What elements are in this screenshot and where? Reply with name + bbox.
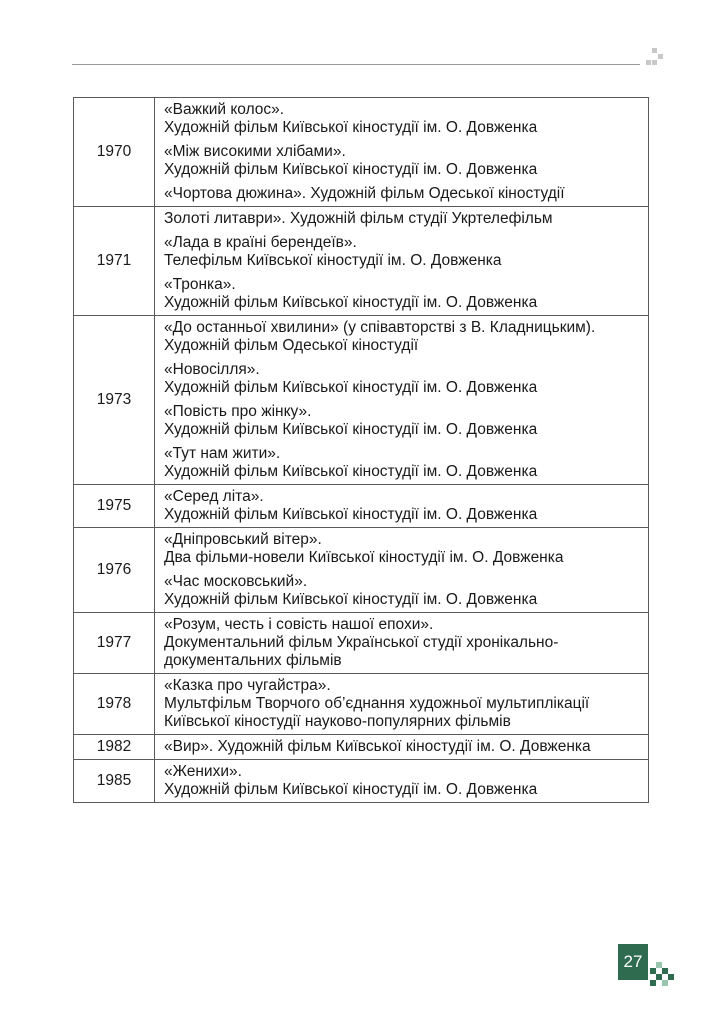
- table-row: [74, 98, 649, 207]
- film-entry: [164, 738, 640, 756]
- film-title: «Час московський».: [164, 573, 308, 590]
- films-cell: [155, 613, 649, 674]
- film-description: Художній фільм Київської кіностудії ім. О. Довженка: [164, 421, 538, 438]
- film-entry: [164, 763, 640, 799]
- film-description: Художній фільм Київської кіностудії ім. О. Довженка: [164, 379, 538, 396]
- film-description: Документальний фільм Української студії хронікально-документальних фільмів: [164, 634, 559, 669]
- table-row: [74, 528, 649, 613]
- film-entry: [164, 616, 640, 670]
- films-cell: [155, 735, 649, 760]
- year-cell: 1971: [74, 207, 155, 316]
- film-description: Художній фільм Київської кіностудії ім. О. Довженка: [164, 781, 538, 798]
- film-entry: [164, 573, 640, 609]
- film-description: Художній фільм Одеської кіностудії: [164, 337, 419, 354]
- film-title: «Важкий колос».: [164, 101, 285, 118]
- film-title: «Розум, честь і совість нашої епохи».: [164, 616, 434, 633]
- film-title: «Між високими хлібами».: [164, 143, 346, 160]
- film-entry: [164, 210, 640, 228]
- film-title: «Дніпровський вітер».: [164, 531, 322, 548]
- film-description: Художній фільм Київської кіностудії ім. О. Довженка: [164, 294, 538, 311]
- filmography-table: [73, 97, 649, 803]
- film-title: «Серед літа».: [164, 488, 264, 505]
- film-title: «Женихи».: [164, 763, 242, 780]
- films-cell: [155, 674, 649, 735]
- year-cell: 1975: [74, 485, 155, 528]
- film-title: «Тут нам жити».: [164, 445, 281, 462]
- films-cell: [155, 316, 649, 485]
- year-cell: 1985: [74, 760, 155, 803]
- year-cell: 1982: [74, 735, 155, 760]
- film-entry: [164, 677, 640, 731]
- film-entry: [164, 488, 640, 524]
- film-description: Телефільм Київської кіностудії ім. О. Довженка: [164, 252, 502, 269]
- film-title: «Новосілля».: [164, 361, 260, 378]
- year-cell: 1978: [74, 674, 155, 735]
- film-entry: [164, 319, 640, 355]
- film-entry: [164, 185, 640, 203]
- year-cell: 1973: [74, 316, 155, 485]
- year-cell: 1977: [74, 613, 155, 674]
- film-description: Художній фільм Київської кіностудії ім. О. Довженка: [164, 119, 538, 136]
- films-cell: [155, 485, 649, 528]
- film-entry: [164, 531, 640, 567]
- film-description: Художній фільм Київської кіностудії ім. О. Довженка: [164, 463, 538, 480]
- film-entry: [164, 361, 640, 397]
- film-title: «До останньої хвилини» (у співавторстві з В. Кладницьким).: [164, 319, 596, 336]
- year-cell: 1970: [74, 98, 155, 207]
- films-cell: [155, 207, 649, 316]
- films-cell: [155, 760, 649, 803]
- table-row: [74, 760, 649, 803]
- film-title: «Казка про чугайстра».: [164, 677, 331, 694]
- table-row: [74, 735, 649, 760]
- films-cell: [155, 528, 649, 613]
- film-description: Художній фільм Київської кіностудії ім. О. Довженка: [164, 591, 538, 608]
- header-rule: [72, 64, 640, 65]
- film-description: Мультфільм Творчого об’єднання художньої мультиплікації Київської кіностудії науково-популярних фільмів: [164, 695, 590, 730]
- film-entry: [164, 234, 640, 270]
- film-entry: [164, 143, 640, 179]
- page-number: 27: [618, 944, 648, 980]
- film-title: «Лада в країні берендеїв».: [164, 234, 357, 251]
- film-title: «Вир». Художній фільм Київської кіностудії ім. О. Довженка: [164, 738, 591, 755]
- film-title: Золоті литаври». Художній фільм студії Укртелефільм: [164, 210, 553, 227]
- year-cell: 1976: [74, 528, 155, 613]
- film-entry: [164, 403, 640, 439]
- film-description: Художній фільм Київської кіностудії ім. О. Довженка: [164, 506, 538, 523]
- film-entry: [164, 445, 640, 481]
- films-cell: [155, 98, 649, 207]
- table-row: [74, 207, 649, 316]
- film-title: «Тронка».: [164, 276, 236, 293]
- film-entry: [164, 276, 640, 312]
- table-row: [74, 613, 649, 674]
- film-entry: [164, 101, 640, 137]
- film-title: «Повість про жінку».: [164, 403, 312, 420]
- table-row: [74, 316, 649, 485]
- film-description: Два фільми-новели Київської кіностудії ім. О. Довженка: [164, 549, 564, 566]
- film-description: Художній фільм Київської кіностудії ім. О. Довженка: [164, 161, 538, 178]
- table-body: [74, 98, 649, 803]
- table-row: [74, 485, 649, 528]
- film-title: «Чортова дюжина». Художній фільм Одеської кіностудії: [164, 185, 565, 202]
- table-row: [74, 674, 649, 735]
